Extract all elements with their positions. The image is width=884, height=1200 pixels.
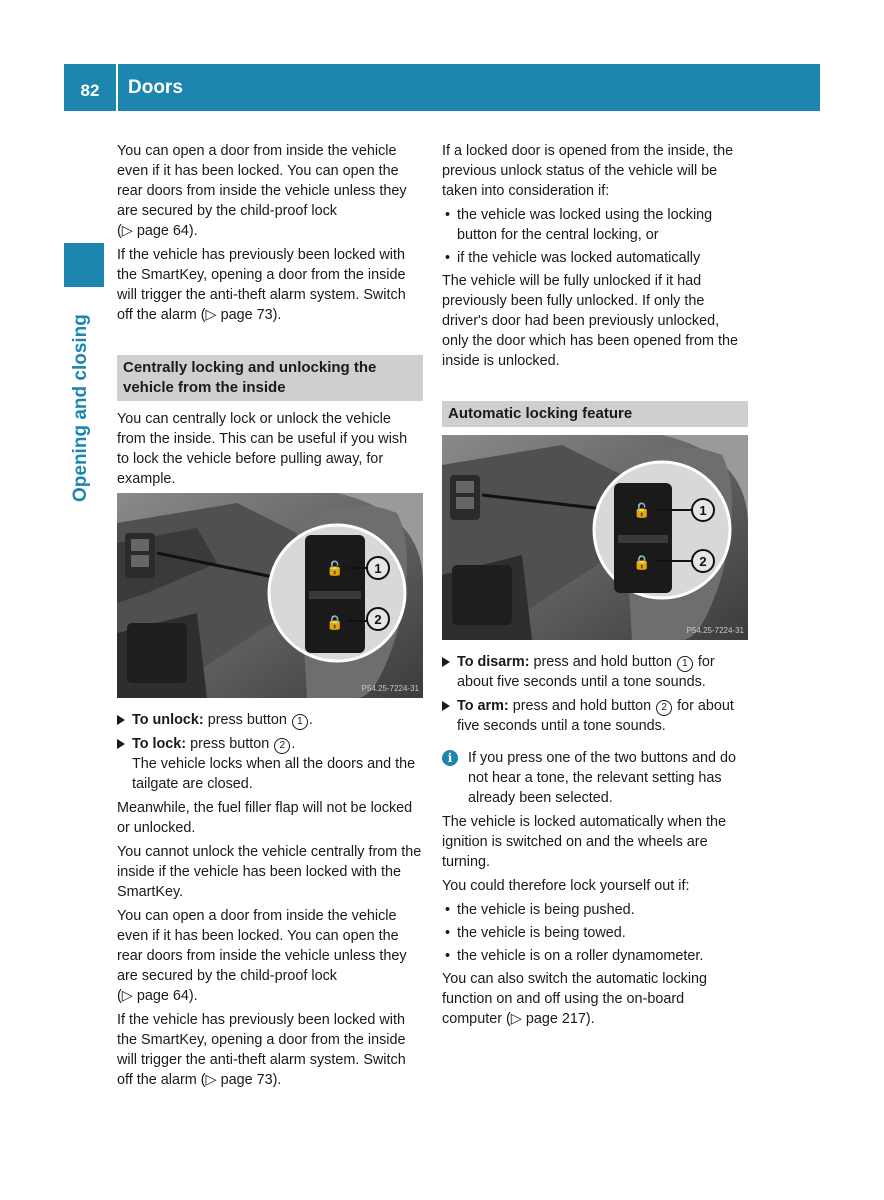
svg-text:1: 1 [699, 503, 707, 518]
arrow-icon [442, 657, 450, 667]
list-item: • the vehicle is being towed. [442, 923, 748, 943]
svg-text:2: 2 [699, 554, 707, 569]
left-column [117, 141, 423, 1094]
paragraph: You can open a door from inside the vehicle even if it has been locked. You can open the rear doors from inside the vehicle unless they are secured by the child-proof lock (▷ page 64). [117, 143, 407, 239]
instruction-step: To lock: press button 2 . The vehicle locks when all the doors and the tailgate are closed. [117, 734, 423, 794]
svg-text:🔒: 🔒 [633, 555, 651, 571]
svg-text:1: 1 [374, 561, 382, 576]
info-icon: i [442, 750, 458, 766]
info-note: i If you press one of the two buttons and do not hear a tone, the relevant setting has already been selected. [442, 748, 748, 808]
paragraph: You can centrally lock or unlock the vehicle from the inside. This can be useful if you wish to lock the vehicle before pulling away, for example. [117, 411, 408, 487]
paragraph: You could therefore lock yourself out if: [442, 878, 690, 894]
page-number: 82 [80, 81, 100, 100]
right-column [442, 141, 748, 1033]
svg-text:2: 2 [374, 612, 382, 627]
section-heading: Centrally locking and unlocking the vehicle from the inside [117, 355, 423, 401]
callout-number-2: 2 [274, 738, 290, 754]
page-header [64, 64, 820, 111]
arrow-icon [117, 739, 125, 749]
arrow-icon [117, 715, 125, 725]
paragraph: You can also switch the automatic locking function on and off using the on-board computer (▷ page 217). [442, 971, 708, 1027]
image-code: P54.25-7224-31 [361, 684, 419, 693]
callout-number-1: 1 [292, 714, 308, 730]
callout-number-1: 1 [677, 656, 693, 672]
header-divider [116, 64, 118, 111]
paragraph: The vehicle will be fully unlocked if it had previously been fully unlocked. If only the driver's door had been previously unlocked, only the door which has been opened from the inside is unlocked. [442, 273, 739, 369]
page-title: Doors [128, 77, 183, 98]
callout-number-2: 2 [656, 700, 672, 716]
paragraph: Meanwhile, the fuel filler flap will not be locked or unlocked. [117, 800, 413, 836]
paragraph: If a locked door is opened from the inside, the previous unlock status of the vehicle will be taken into consideration if: [442, 143, 734, 199]
sidebar-chapter-label: Opening and closing [70, 314, 91, 502]
instruction-step: To arm: press and hold button 2 for about five seconds until a tone sounds. [442, 696, 748, 736]
list-item: • if the vehicle was locked automatically [442, 248, 748, 268]
paragraph: You can open a door from inside the vehicle even if it has been locked. You can open the rear doors from inside the vehicle unless they are secured by the child-proof lock (▷ page 64). [117, 908, 407, 1004]
list-item: • the vehicle is on a roller dynamometer. [442, 946, 748, 966]
svg-text:🔓: 🔓 [326, 561, 344, 577]
paragraph: The vehicle is locked automatically when the ignition is switched on and the wheels are turning. [442, 814, 726, 870]
paragraph: If the vehicle has previously been locked with the SmartKey, opening a door from the inside will trigger the anti-theft alarm system. Switch off the alarm (▷ page 73). [117, 1012, 406, 1088]
list-item: • the vehicle is being pushed. [442, 900, 748, 920]
instruction-step: To disarm: press and hold button 1 for about five seconds until a tone sounds. [442, 652, 748, 692]
paragraph: If the vehicle has previously been locked with the SmartKey, opening a door from the inside will trigger the anti-theft alarm system. Switch off the alarm (▷ page 73). [117, 247, 406, 323]
automatic-locking-photo [442, 435, 748, 640]
sidebar-tab-marker [64, 243, 104, 287]
section-heading: Automatic locking feature [442, 401, 748, 427]
list-item: • the vehicle was locked using the locking button for the central locking, or [442, 205, 748, 245]
arrow-icon [442, 701, 450, 711]
image-code: P54.25-7224-31 [686, 626, 744, 635]
door-lock-buttons-photo [117, 493, 423, 698]
instruction-step: To unlock: press button 1 . [117, 710, 423, 730]
svg-text:🔒: 🔒 [326, 615, 344, 631]
paragraph: You cannot unlock the vehicle centrally from the inside if the vehicle has been locked with the SmartKey. [117, 844, 422, 900]
svg-text:🔓: 🔓 [633, 503, 651, 519]
